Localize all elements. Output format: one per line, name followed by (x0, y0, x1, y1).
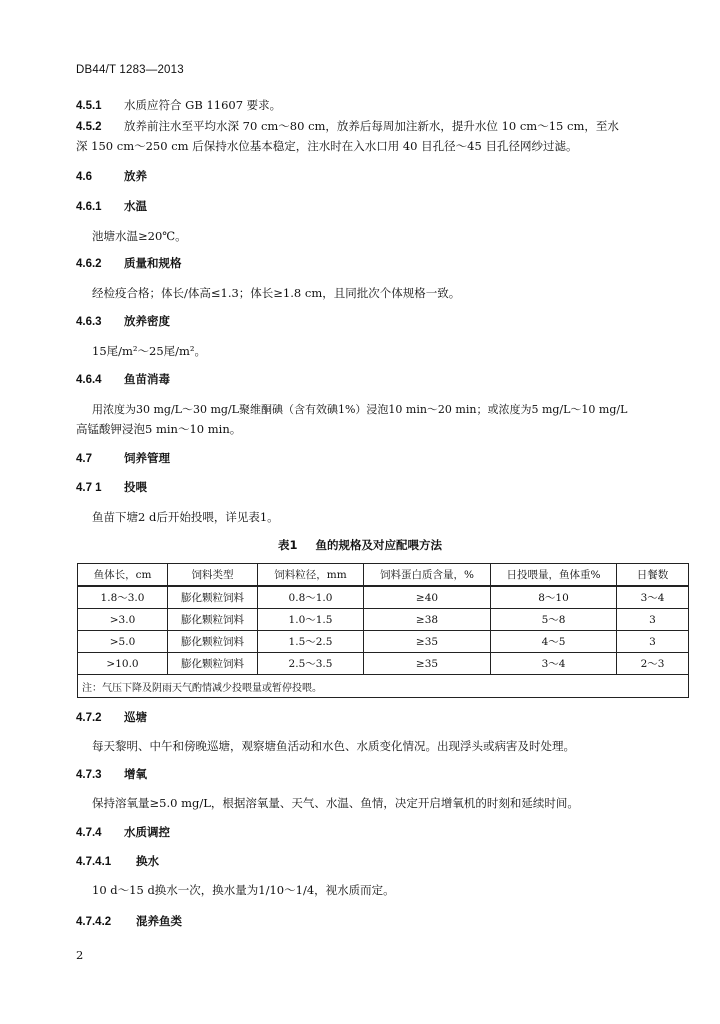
clause-4-5-2-cont (76, 138, 577, 155)
clause-4-6-1-heading (76, 198, 147, 216)
cell-protein-content: ≥40 (364, 586, 491, 609)
cell-fish-length: >10.0 (78, 653, 168, 675)
clause-4-6-4-body1 (92, 401, 627, 418)
clause-number: 4.7.4.2 (76, 916, 112, 928)
section-title: 放养 (124, 169, 147, 183)
clause-title: 放养密度 (124, 314, 170, 328)
clause-4-7-3-heading (76, 766, 147, 784)
clause-text-line2: 深 150 cm～250 cm 后保持水位基本稳定，注水时在入水口用 40 目孔径～45 目孔径网纱过滤。 (76, 139, 578, 153)
clause-text-line1: 放养前注水至平均水深 70 cm～80 cm，放养后每周加注新水，提升水位 10 cm～15 cm，至水 (124, 119, 619, 133)
clause-number: 4.6.4 (76, 374, 102, 386)
clause-title: 投喂 (124, 480, 147, 494)
cell-feed-type: 膨化颗粒饲料 (168, 609, 258, 631)
cell-meals-per-day: 3 (617, 631, 689, 653)
clause-title: 水质调控 (124, 825, 170, 839)
clause-4-6-2-heading (76, 255, 182, 273)
clause-4-6-3-heading (76, 313, 170, 331)
clause-4-6-4-heading (76, 371, 170, 389)
clause-number: 4.7.4 (76, 827, 102, 839)
header-daily-ration: 日投喂量，鱼体重% (491, 564, 617, 587)
section-number: 4.6 (76, 171, 92, 183)
table-caption (0, 537, 720, 553)
clause-body: 池塘水温≥20℃。 (92, 229, 187, 243)
table-row (78, 586, 689, 609)
document-header: DB44/T 1283—2013 (76, 64, 184, 76)
table-caption-title: 鱼的规格及对应配喂方法 (315, 538, 443, 552)
clause-number: 4.6.1 (76, 201, 102, 213)
clause-4-5-2 (76, 118, 619, 136)
section-4-6 (76, 168, 147, 186)
cell-meals-per-day: 3 (617, 609, 689, 631)
clause-4-6-4-body2 (76, 421, 241, 438)
cell-daily-ration: 5～8 (491, 609, 617, 631)
section-4-7 (76, 450, 170, 468)
table-note: 注：气压下降及阴雨天气酌情减少投喂量或暂停投喂。 (78, 675, 689, 698)
clause-body: 经检疫合格；体长/体高≤1.3；体长≥1.8 cm，且同批次个体规格一致。 (92, 286, 461, 300)
clause-4-7-4-1-body (92, 882, 395, 899)
clause-4-7-2-body (92, 738, 575, 755)
clause-body: 10 d～15 d换水一次，换水量为1/10～1/4，视水质而定。 (92, 883, 395, 897)
clause-4-7-4-heading (76, 824, 170, 842)
clause-body: 保持溶氧量≥5.0 mg/L，根据溶氧量、天气、水温、鱼情，决定开启增氧机的时刻和延续时间。 (92, 796, 579, 810)
cell-pellet-size: 1.0～1.5 (258, 609, 364, 631)
page-number: 2 (76, 948, 84, 962)
clause-title: 水温 (124, 199, 147, 213)
clause-body: 每天黎明、中午和傍晚巡塘，观察塘鱼活动和水色、水质变化情况。出现浮头或病害及时处理。 (92, 739, 575, 753)
clause-number: 4.7 1 (76, 482, 102, 494)
cell-feed-type: 膨化颗粒饲料 (168, 631, 258, 653)
clause-4-6-1-body (92, 228, 187, 245)
clause-4-6-3-body (92, 343, 206, 360)
clause-body: 鱼苗下塘2 d后开始投喂，详见表1。 (92, 510, 279, 524)
clause-4-5-1 (76, 97, 281, 115)
clause-4-6-2-body (92, 285, 460, 302)
clause-4-7-3-body (92, 795, 579, 812)
cell-feed-type: 膨化颗粒饲料 (168, 653, 258, 675)
clause-number: 4.5.1 (76, 100, 102, 112)
cell-fish-length: 1.8～3.0 (78, 586, 168, 609)
clause-title: 质量和规格 (124, 256, 182, 270)
clause-title: 混养鱼类 (136, 914, 182, 928)
cell-daily-ration: 3～4 (491, 653, 617, 675)
cell-meals-per-day: 3～4 (617, 586, 689, 609)
clause-number: 4.5.2 (76, 121, 102, 133)
cell-feed-type: 膨化颗粒饲料 (168, 586, 258, 609)
clause-number: 4.7.4.1 (76, 856, 112, 868)
table-row (78, 631, 689, 653)
section-title: 饲养管理 (124, 451, 170, 465)
cell-protein-content: ≥35 (364, 653, 491, 675)
cell-fish-length: >3.0 (78, 609, 168, 631)
clause-title: 巡塘 (124, 710, 147, 724)
clause-title: 换水 (136, 854, 159, 868)
cell-pellet-size: 2.5～3.5 (258, 653, 364, 675)
clause-body-line1: 用浓度为30 mg/L～30 mg/L聚维酮碘（含有效碘1%）浸泡10 min～20 min；或浓度为5 mg/L～10 mg/L (92, 403, 628, 416)
cell-protein-content: ≥38 (364, 609, 491, 631)
table-caption-number: 表1 (277, 538, 298, 552)
cell-daily-ration: 4～5 (491, 631, 617, 653)
clause-body-line2: 高锰酸钾浸泡5 min～10 min。 (76, 422, 242, 436)
header-meals-per-day: 日餐数 (617, 564, 689, 587)
clause-number: 4.6.2 (76, 258, 102, 270)
clause-4-7-4-2-heading (76, 913, 182, 931)
clause-4-7-1-heading (76, 479, 147, 497)
cell-pellet-size: 0.8～1.0 (258, 586, 364, 609)
clause-4-7-2-heading (76, 709, 147, 727)
cell-daily-ration: 8～10 (491, 586, 617, 609)
feeding-table (77, 563, 689, 698)
cell-pellet-size: 1.5～2.5 (258, 631, 364, 653)
cell-fish-length: >5.0 (78, 631, 168, 653)
cell-protein-content: ≥35 (364, 631, 491, 653)
header-feed-type: 饲料类型 (168, 564, 258, 587)
header-pellet-size: 饲料粒径，mm (258, 564, 364, 587)
cell-meals-per-day: 2～3 (617, 653, 689, 675)
clause-title: 鱼苗消毒 (124, 372, 170, 386)
clause-4-7-4-1-heading (76, 853, 159, 871)
table-row (78, 609, 689, 631)
header-protein-content: 饲料蛋白质含量，% (364, 564, 491, 587)
clause-number: 4.7.3 (76, 769, 102, 781)
header-fish-length: 鱼体长，cm (78, 564, 168, 587)
clause-text: 水质应符合 GB 11607 要求。 (124, 98, 282, 112)
table-note-row (78, 675, 689, 698)
clause-title: 增氧 (124, 767, 147, 781)
clause-number: 4.7.2 (76, 712, 102, 724)
clause-body: 15尾/m²～25尾/m²。 (92, 344, 207, 358)
table-header-row (78, 564, 689, 587)
table-row (78, 653, 689, 675)
section-number: 4.7 (76, 453, 92, 465)
clause-4-7-1-body (92, 509, 279, 526)
clause-number: 4.6.3 (76, 316, 102, 328)
